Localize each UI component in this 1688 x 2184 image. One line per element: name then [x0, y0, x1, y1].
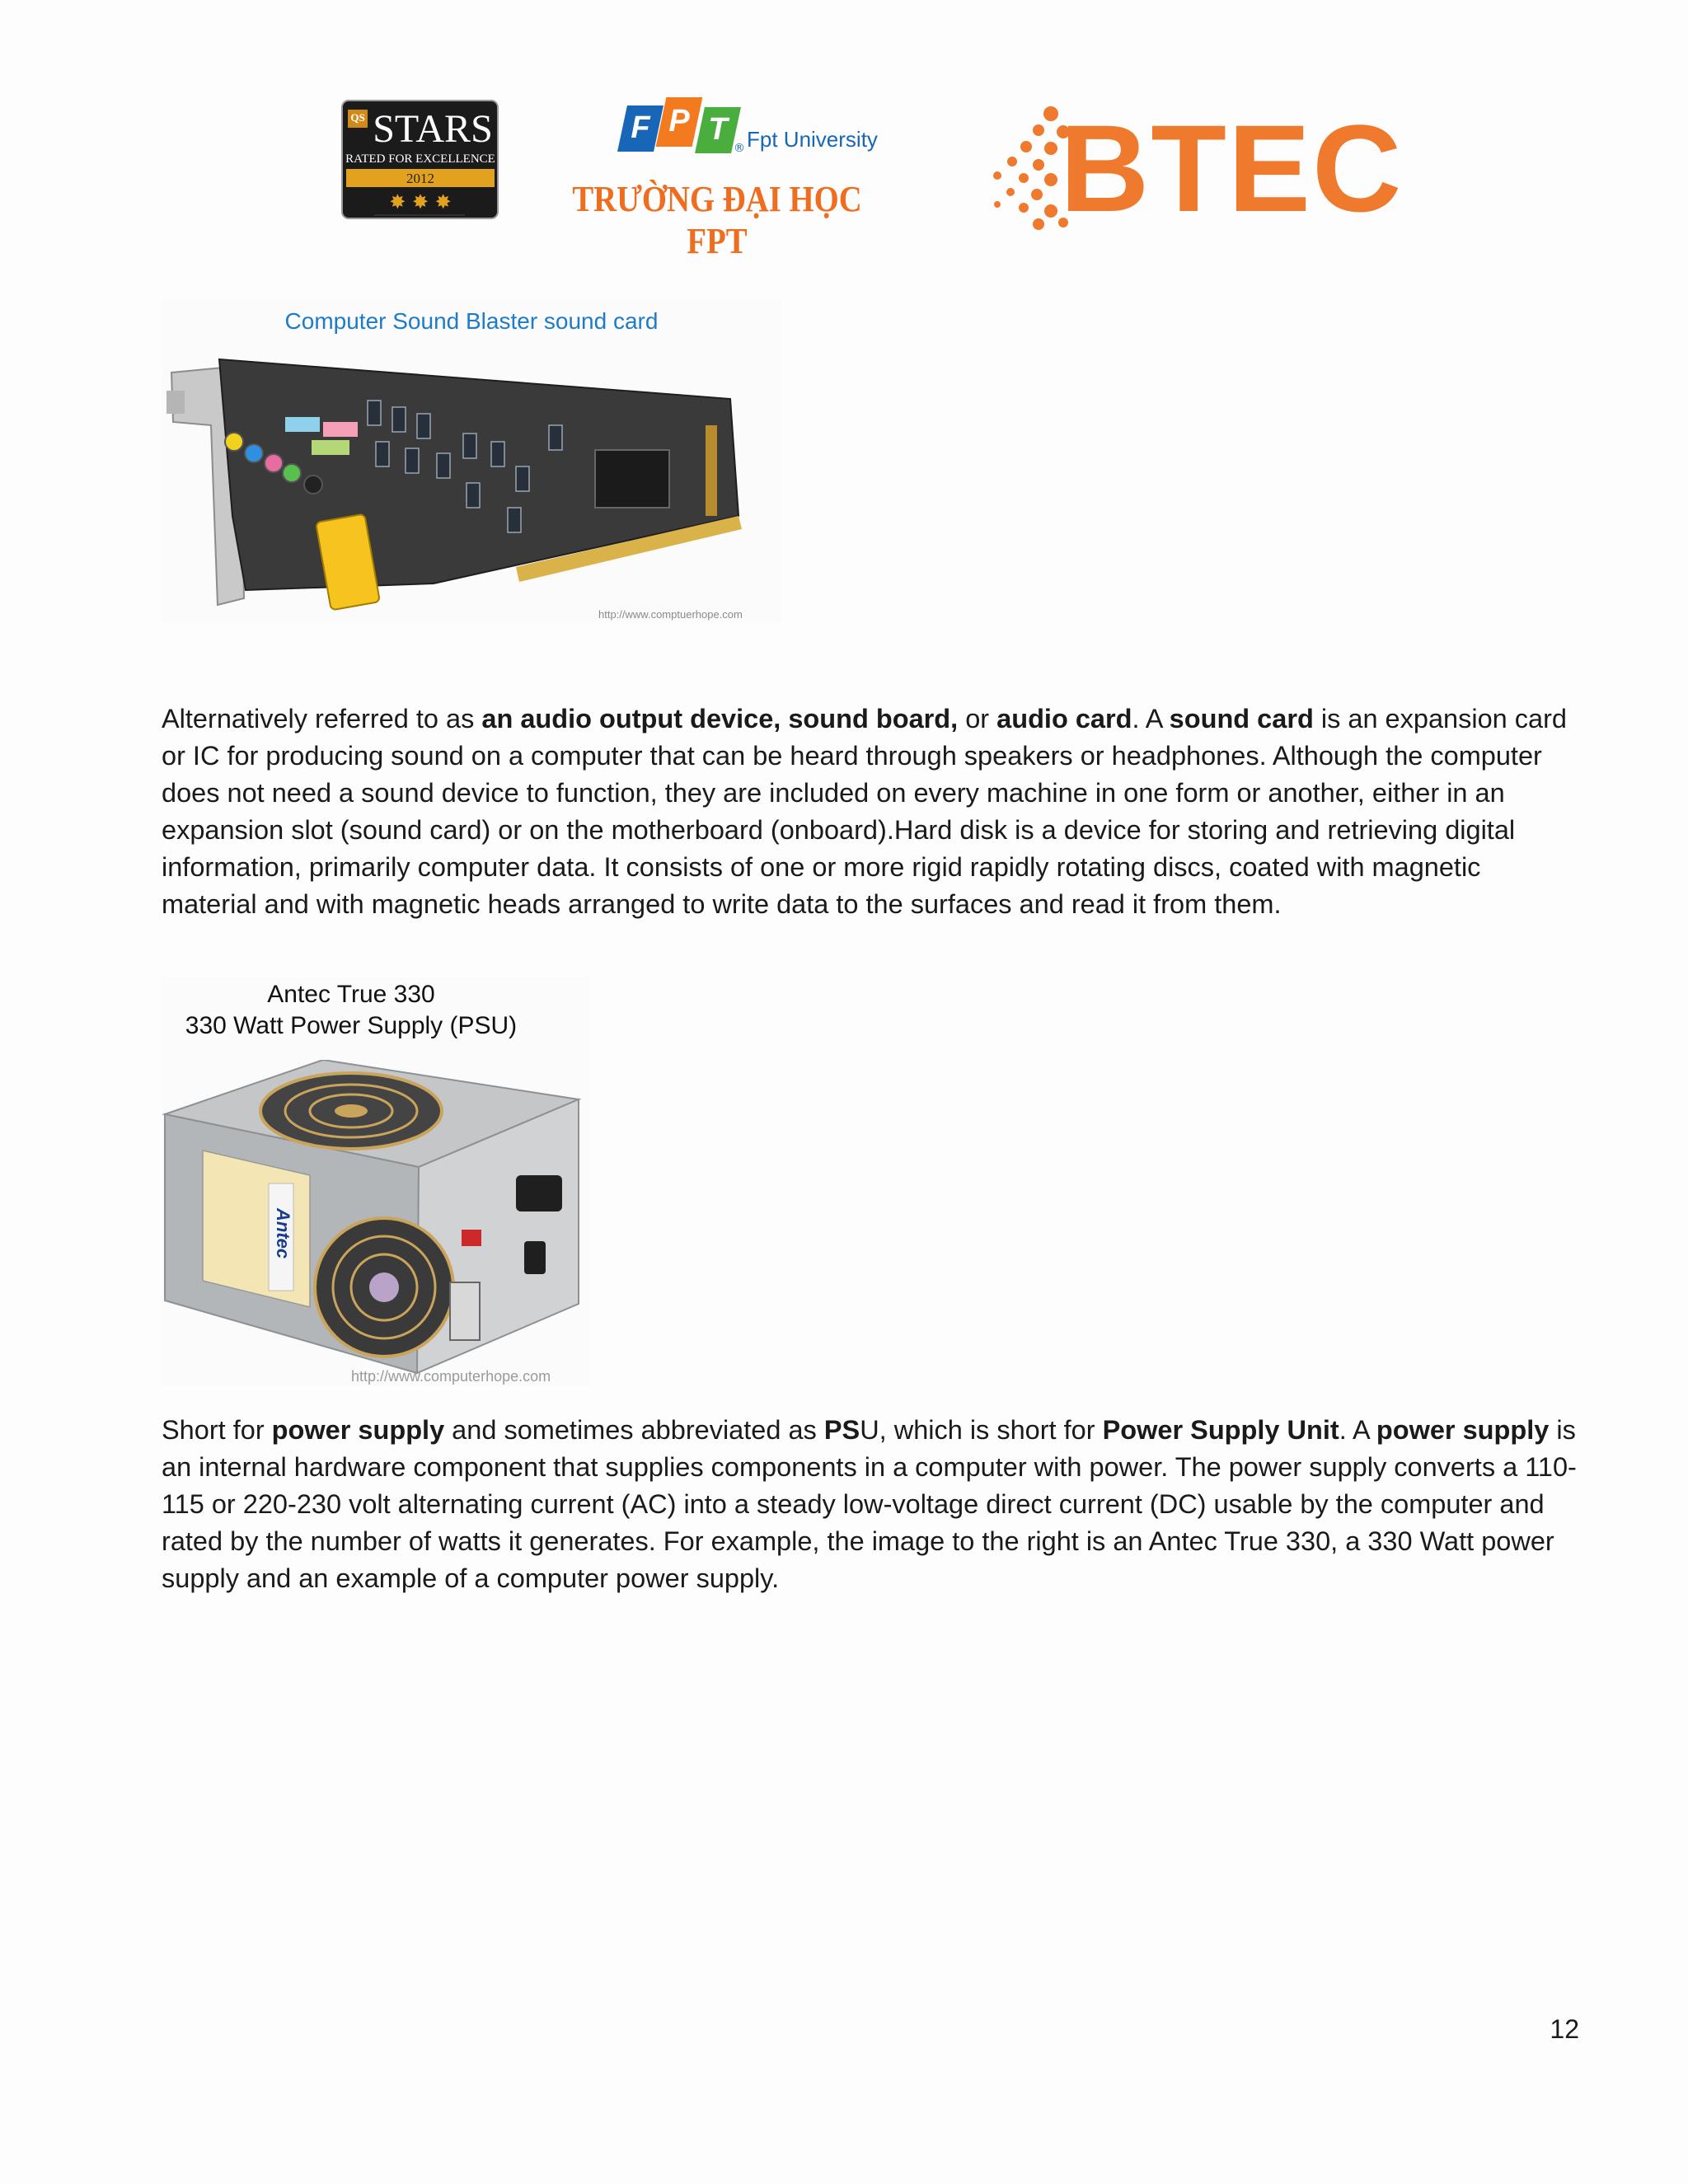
psu-paragraph: Short for power supply and sometimes abbreviated as PSU, which is short for Power Supply Unit. A power supply is an internal hardware component that supplies components in a computer with power. The power supply converts a 110-115 or 220-230 volt alternating current (AC) into a steady low-voltage direct current (DC) usable by the computer and rated by the number of watts it generates. For example, the image to the right is an Antec True 330, a 330 Watt power supply and an example of a computer power supply.: [162, 1415, 1577, 1593]
fpt-tagline: Fpt University: [747, 127, 878, 152]
sound-card-watermark: http://www.comptuerhope.com: [598, 608, 743, 621]
btec-dots-icon: [981, 97, 1071, 237]
sound-card-image: [162, 343, 781, 623]
fpt-university-logo: F P T ® Fpt University TRƯỜNG ĐẠI HỌC FPT: [528, 92, 907, 232]
psu-watermark: http://www.computerhope.com: [351, 1368, 551, 1385]
qs-title: STARS: [373, 107, 493, 151]
psu-caption-line1: Antec True 330: [267, 981, 435, 1008]
psu-image: [162, 1060, 590, 1386]
qs-rating-stars: ✸ ✸ ✸: [389, 190, 452, 213]
qs-stars-logo: [341, 100, 499, 220]
qs-badge: QS: [350, 111, 365, 124]
qs-subtitle: RATED FOR EXCELLENCE: [345, 152, 495, 166]
psu-figure: [162, 977, 590, 1386]
btec-text: BTEC: [1060, 99, 1404, 237]
sound-card-figure: [162, 300, 781, 623]
qs-year: 2012: [406, 171, 434, 186]
sound-card-paragraph: Alternatively referred to as an audio output device, sound board, or audio card. A sound card is an expansion card or IC for producing sound on a computer that can be heard through speakers or headphones. Although the computer does not need a sound device to function, they are included on every machine in one form or another, either in an expansion slot (sound card) or on the motherboard (onboard).Hard disk is a device for storing and retrieving digital information, primarily computer data. It consists of one or more rigid rapidly rotating discs, coated with magnetic material and with magnetic heads arranged to write data to the surfaces and read it from them.: [162, 704, 1567, 919]
sound-card-caption: Computer Sound Blaster sound card: [284, 308, 659, 334]
psu-brand: Antec: [273, 1208, 293, 1259]
header-logos: [0, 0, 1688, 264]
btec-logo: [981, 97, 1409, 237]
psu-caption-line2: 330 Watt Power Supply (PSU): [185, 1012, 518, 1039]
fpt-registered-mark: ®: [734, 142, 745, 155]
fpt-school-name: TRƯỜNG ĐẠI HỌC FPT: [572, 179, 862, 261]
page-number: 12: [1550, 2014, 1579, 2044]
